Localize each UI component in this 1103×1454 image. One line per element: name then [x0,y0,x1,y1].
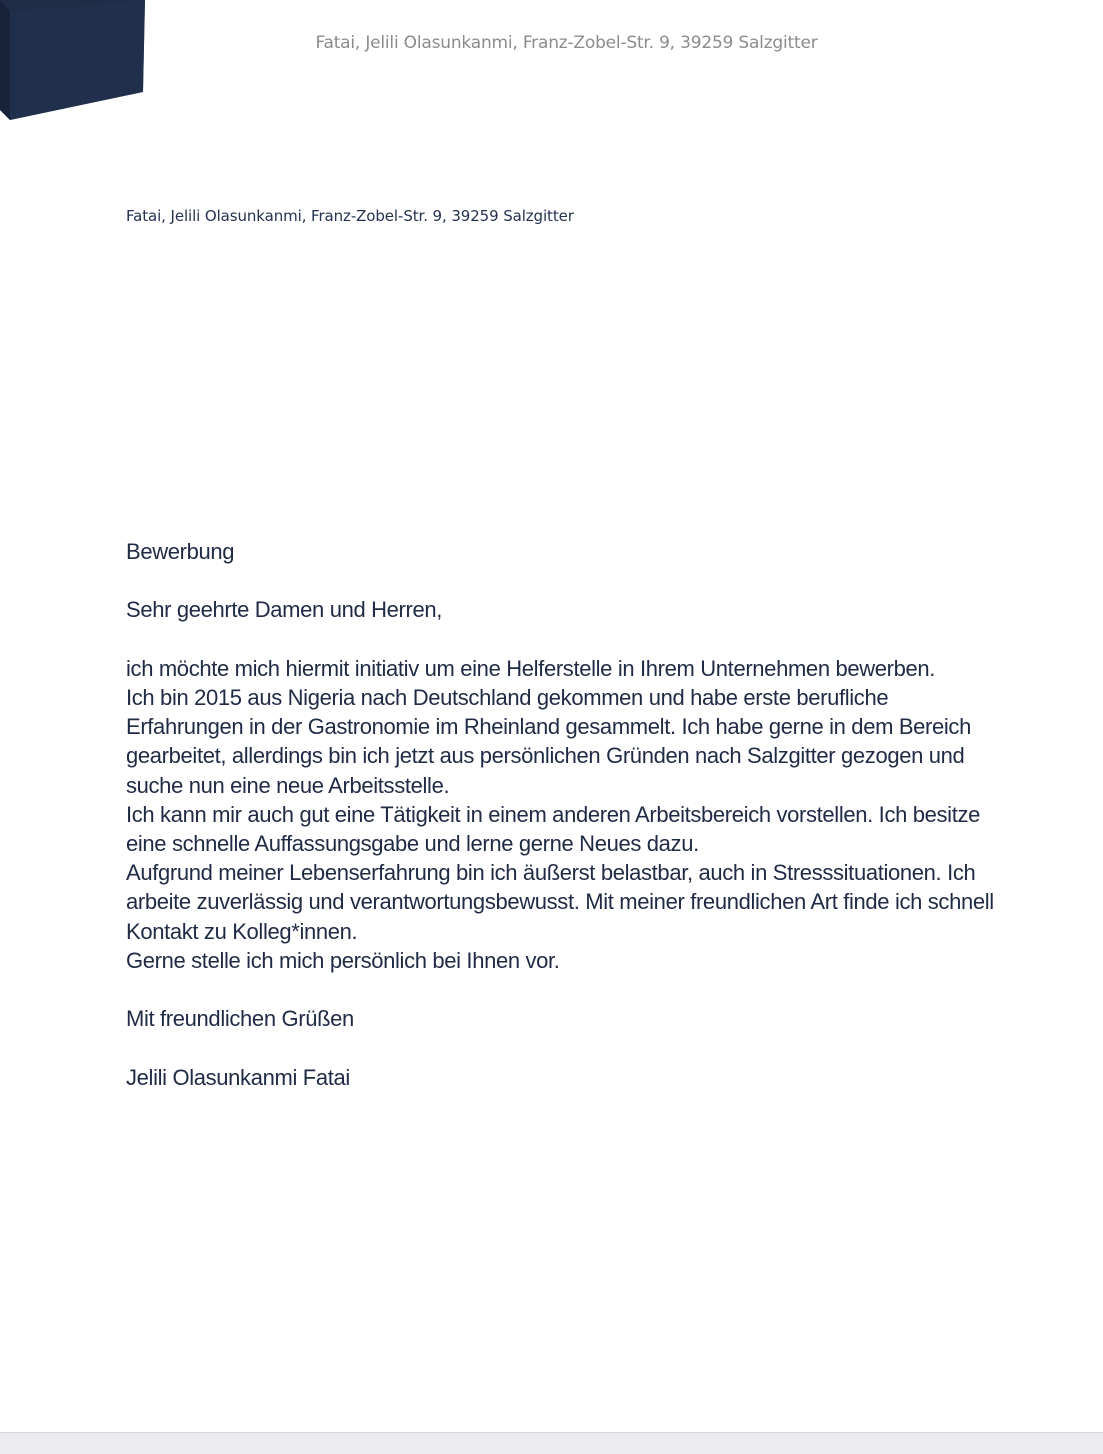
letter-closing: Mit freundlichen Grüßen [126,1006,354,1032]
page-bottom-edge [0,1432,1103,1454]
signature-name: Jelili Olasunkanmi Fatai [126,1064,350,1090]
body-line: Kontakt zu Kolleg*innen. [126,918,358,944]
body-line: Ich bin 2015 aus Nigeria nach Deutschland gekommen und habe erste berufliche [126,684,889,710]
spacer [126,566,1026,595]
body-line: eine schnelle Auffassungsgabe und lerne gerne Neues dazu. [126,831,699,856]
body-line: arbeite zuverlässig und verantwortungsbewusst. Mit meiner freundlichen Art finde ich schnell [126,889,994,915]
body-line: Aufgrund meiner Lebenserfahrung bin ich äußerst belastbar, auch in Stresssituationen. Ich [126,860,976,886]
sender-address: Fatai, Jelili Olasunkanmi, Franz-Zobel-Str. 9, 39259 Salzgitter [126,207,574,225]
letter-subject: Bewerbung [126,539,235,564]
body-line: Ich kann mir auch gut eine Tätigkeit in einem anderen Arbeitsbereich vorstellen. Ich besitze [126,801,980,827]
body-line: Gerne stelle ich mich persönlich bei Ihnen vor. [126,947,560,973]
letter-body [126,537,1026,1092]
spacer [126,975,1026,1004]
body-line: gearbeitet, allerdings bin ich jetzt aus persönlichen Gründen nach Salzgitter gezogen und [126,743,965,769]
decorative-corner-shape [0,0,150,125]
letterhead-address: Fatai, Jelili Olasunkanmi, Franz-Zobel-Str. 9, 39259 Salzgitter [315,33,818,53]
letter-salutation: Sehr geehrte Damen und Herren, [126,597,443,623]
body-line: Erfahrungen in der Gastronomie im Rheinland gesammelt. Ich habe gerne in dem Bereich [126,714,971,740]
body-line: ich möchte mich hiermit initiativ um eine Helferstelle in Ihrem Unternehmen bewerben. [126,655,936,681]
spacer [126,1033,1026,1062]
body-line: suche nun eine neue Arbeitsstelle. [126,772,450,798]
spacer [126,625,1026,654]
